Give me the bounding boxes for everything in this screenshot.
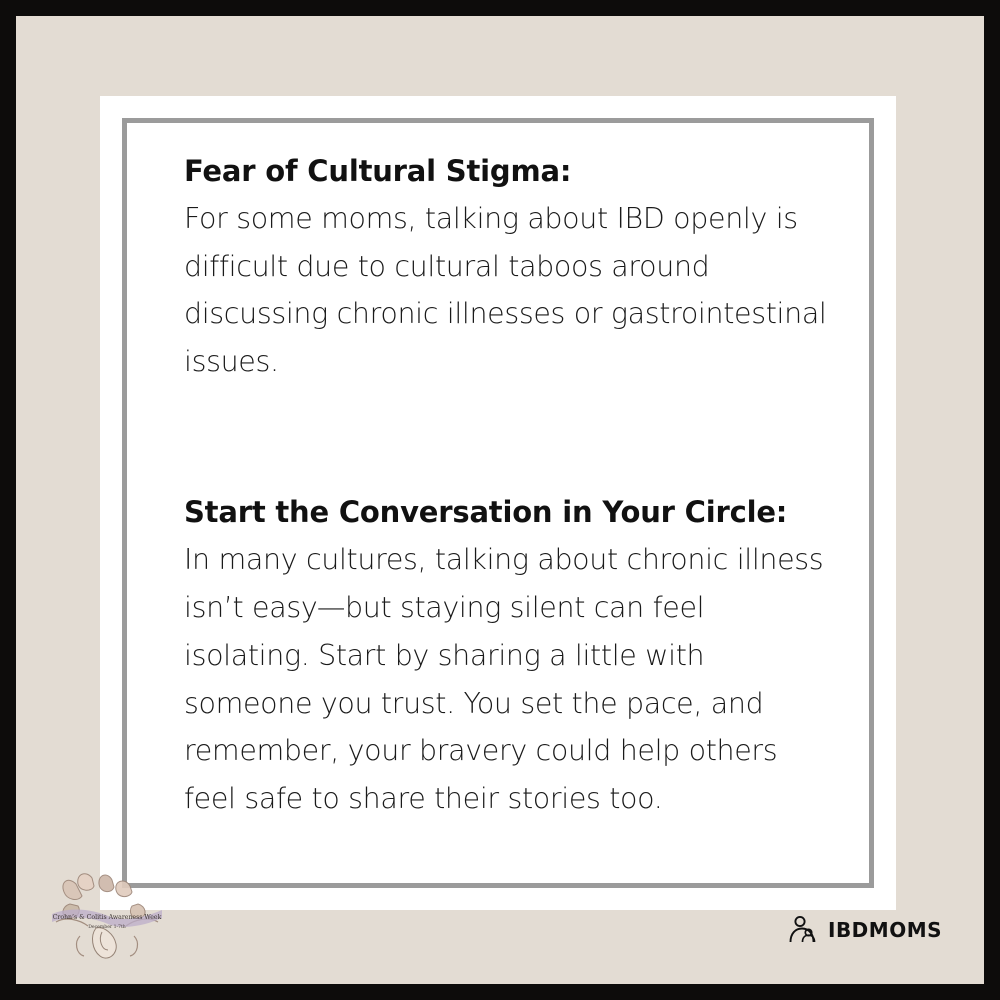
- section-fear-of-cultural-stigma: [184, 153, 833, 386]
- parent-and-baby-icon: [787, 914, 819, 946]
- white-content-card: [100, 96, 896, 910]
- beige-panel: [16, 16, 984, 984]
- brand-logo: [787, 914, 942, 946]
- brand-name: [828, 918, 942, 942]
- section-start-the-conversation: [184, 494, 833, 823]
- section-body: For some moms, talking about IBD openly is difficult due to cultural taboos around discussing chronic illnesses or gastrointestinal issues.: [184, 201, 827, 379]
- section-heading: Fear of Cultural Stigma:: [184, 154, 572, 188]
- floral-wreath-icon: [46, 866, 168, 964]
- content-area: [184, 153, 833, 863]
- awareness-week-illustration: [46, 866, 168, 964]
- awareness-badge-line2: December 1-7th: [88, 925, 126, 930]
- section-heading: Start the Conversation in Your Circle:: [184, 495, 788, 530]
- brand-name-text: IBDMOMS: [828, 918, 942, 942]
- grey-inner-border: [122, 118, 874, 888]
- awareness-badge-line1: Crohn’s & Colitis Awareness Week: [52, 914, 162, 921]
- section-body: In many cultures, talking about chronic illness isn’t easy—but staying silent can feel isolating. Start by sharing a little with someone you trust. You set the pace, and remember, your bravery could help others feel safe to share their stories too.: [184, 542, 824, 816]
